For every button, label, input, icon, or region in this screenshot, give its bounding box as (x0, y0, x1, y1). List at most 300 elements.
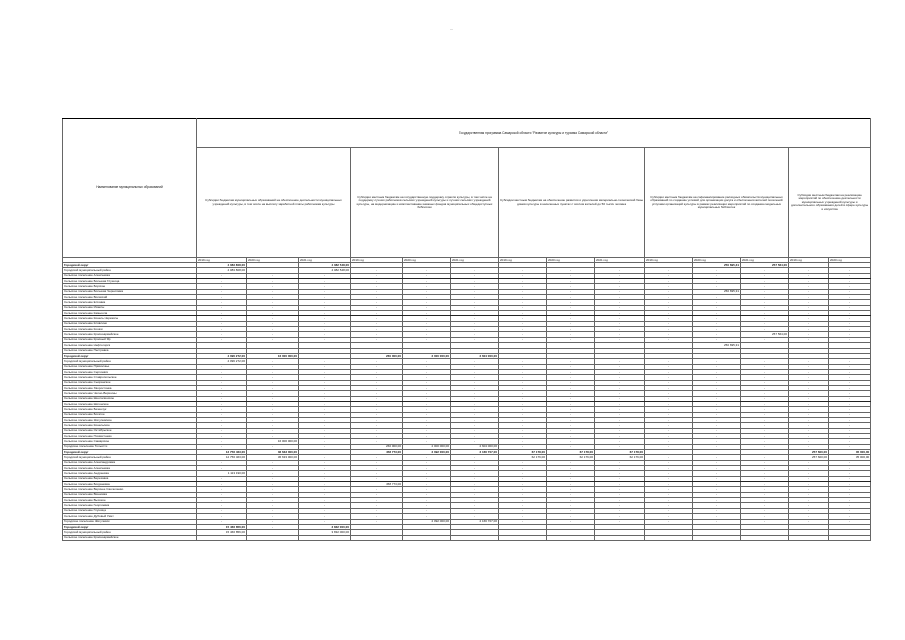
table-cell: - (595, 428, 645, 433)
table-cell: - (645, 514, 693, 519)
table-cell: - (547, 391, 595, 396)
table-cell: - (645, 466, 693, 471)
table-cell: - (741, 273, 789, 278)
table-cell: - (197, 498, 247, 503)
table-cell: - (547, 401, 595, 406)
table-cell: - (741, 460, 789, 465)
table-cell: - (451, 316, 499, 321)
table-cell: - (499, 321, 547, 326)
table-cell: - (451, 289, 499, 294)
row-label: Сельское поселение Верхнее Санчелеево (63, 487, 197, 492)
table-cell: - (741, 337, 789, 342)
table-cell: - (595, 385, 645, 390)
table-cell: - (499, 268, 547, 273)
table-cell: - (829, 434, 871, 439)
table-cell: - (693, 396, 741, 401)
table-cell: - (247, 295, 299, 300)
table-cell: - (499, 332, 547, 337)
table-cell: - (197, 311, 247, 316)
table-cell: - (741, 428, 789, 433)
table-cell: - (299, 455, 351, 460)
table-cell: - (247, 273, 299, 278)
table-cell: - (299, 369, 351, 374)
table-cell: - (403, 455, 451, 460)
table-cell: - (595, 519, 645, 524)
table-cell: - (829, 401, 871, 406)
table-cell: - (499, 364, 547, 369)
table-cell: - (547, 434, 595, 439)
table-cell: - (299, 375, 351, 380)
table-cell: 15 466 856,00 (197, 524, 247, 529)
table-cell: 257 564,00 (741, 332, 789, 337)
table-cell: - (451, 412, 499, 417)
table-cell: - (789, 417, 829, 422)
table-cell: 1 113 190,00 (197, 471, 247, 476)
table-cell: - (499, 300, 547, 305)
table-cell: - (197, 482, 247, 487)
table-cell: - (299, 444, 351, 449)
table-cell: - (197, 412, 247, 417)
table-cell: - (247, 417, 299, 422)
table-cell: - (789, 519, 829, 524)
table-cell: - (247, 423, 299, 428)
table-cell: - (499, 487, 547, 492)
table-body (63, 263, 871, 541)
table-cell: 250 695,31 (693, 263, 741, 268)
table-cell: - (451, 380, 499, 385)
table-cell: - (351, 380, 403, 385)
table-cell: 15 466 856,00 (197, 530, 247, 535)
table-cell: - (247, 337, 299, 342)
table-cell: - (829, 487, 871, 492)
table-cell: - (789, 423, 829, 428)
table-cell: 260 000,00 (351, 353, 403, 358)
table-cell: - (351, 295, 403, 300)
table-cell: - (741, 311, 789, 316)
table-cell: - (829, 471, 871, 476)
table-cell: - (499, 503, 547, 508)
table-cell: 257 564,00 (741, 263, 789, 268)
table-cell: - (451, 471, 499, 476)
table-cell (197, 535, 247, 540)
table-cell: - (499, 519, 547, 524)
row-label: Городской муниципальный район (63, 359, 197, 364)
table-cell: - (547, 498, 595, 503)
table-cell: - (789, 492, 829, 497)
table-cell: - (451, 300, 499, 305)
table-cell: - (547, 508, 595, 513)
table-cell: - (645, 503, 693, 508)
table-cell: - (247, 364, 299, 369)
row-label: Сельское поселение Богатое (63, 412, 197, 417)
table-cell (595, 535, 645, 540)
table-cell: - (645, 300, 693, 305)
table-cell: - (645, 482, 693, 487)
year-subheader: 2020 год (829, 258, 871, 263)
table-cell: - (197, 519, 247, 524)
table-cell: - (351, 316, 403, 321)
year-subheader: 2019 год (789, 258, 829, 263)
table-cell: - (645, 359, 693, 364)
table-cell: - (547, 305, 595, 310)
table-cell: - (499, 273, 547, 278)
table-cell: - (595, 359, 645, 364)
table-cell: - (403, 401, 451, 406)
table-cell: - (829, 391, 871, 396)
table-cell: - (789, 482, 829, 487)
table-cell: 4 082 548,00 (299, 263, 351, 268)
row-label: Городской округ (63, 524, 197, 529)
table-cell: - (499, 316, 547, 321)
table-cell: - (451, 492, 499, 497)
table-cell: - (451, 364, 499, 369)
table-cell: - (247, 321, 299, 326)
table-cell: - (351, 273, 403, 278)
table-cell: - (693, 311, 741, 316)
row-label: Сельское поселение Георгиевка (63, 503, 197, 508)
table-cell: - (829, 466, 871, 471)
table-cell: - (451, 423, 499, 428)
table-cell: - (693, 268, 741, 273)
table-cell: - (247, 503, 299, 508)
table-cell: 62 176,00 (499, 455, 547, 460)
table-cell: - (499, 476, 547, 481)
column-group-4-header: Субсидии местным бюджетам на софинансирование расходных обязательств муниципальных образований по созданию условий для организации досуга и обеспечения жителей поселений услугами организаций культуры в рамках реализации мероприятий по созданию модельных муниципальных библиотек (645, 148, 789, 258)
table-cell: - (595, 311, 645, 316)
table-cell: - (351, 337, 403, 342)
row-label: Сельское поселение Кошки (63, 327, 197, 332)
table-cell: - (499, 396, 547, 401)
row-label: Сельское поселение Красный Яр (63, 337, 197, 342)
table-cell: - (693, 428, 741, 433)
row-label: Сельское поселение Волжский (63, 295, 197, 300)
table-cell: - (403, 321, 451, 326)
table-cell: - (451, 466, 499, 471)
table-cell: - (741, 289, 789, 294)
table-cell: - (451, 455, 499, 460)
table-cell: - (403, 391, 451, 396)
row-label: Сельское поселение Исаклы (63, 305, 197, 310)
table-cell: - (351, 514, 403, 519)
table-cell: - (693, 391, 741, 396)
table-cell: - (693, 466, 741, 471)
table-cell: - (299, 401, 351, 406)
table-cell: - (829, 428, 871, 433)
table-cell: - (499, 492, 547, 497)
row-label: Городское поселение Жигулевск (63, 519, 197, 524)
table-cell: - (595, 514, 645, 519)
table-cell: - (645, 380, 693, 385)
table-cell: - (645, 412, 693, 417)
table-cell: 4 082 548,00 (299, 268, 351, 273)
table-cell: - (197, 439, 247, 444)
table-cell: - (197, 364, 247, 369)
table-cell: - (451, 284, 499, 289)
table-cell: - (829, 364, 871, 369)
table-cell: - (403, 268, 451, 273)
table-cell: - (247, 482, 299, 487)
table-cell: - (499, 508, 547, 513)
table-cell: - (247, 289, 299, 294)
table-cell: - (829, 514, 871, 519)
table-cell: - (299, 305, 351, 310)
table-cell: - (403, 337, 451, 342)
table-cell: - (741, 412, 789, 417)
table-cell: - (693, 492, 741, 497)
table-cell: - (595, 423, 645, 428)
table-cell: - (789, 289, 829, 294)
table-cell: - (789, 327, 829, 332)
table-cell: - (451, 337, 499, 342)
table-cell: - (789, 273, 829, 278)
table-cell: - (741, 268, 789, 273)
table-cell: - (741, 434, 789, 439)
table-cell: - (693, 412, 741, 417)
table-cell: - (693, 498, 741, 503)
table-cell: 67 178,00 (547, 450, 595, 455)
table-cell: - (299, 407, 351, 412)
table-cell: - (789, 316, 829, 321)
table-cell: - (403, 369, 451, 374)
table-cell: - (499, 375, 547, 380)
table-cell: - (197, 401, 247, 406)
table-cell: - (741, 407, 789, 412)
table-cell: - (499, 305, 547, 310)
table-cell: - (789, 311, 829, 316)
row-label: Сельское поселение Ставропольское (63, 375, 197, 380)
table-cell: - (247, 407, 299, 412)
program-group-header: Государственная программа Самарской области "Развитие культуры и туризма Самарской области" (197, 119, 871, 148)
table-cell: - (547, 289, 595, 294)
table-cell: - (693, 503, 741, 508)
table-cell: - (247, 391, 299, 396)
table-cell: - (451, 514, 499, 519)
row-label: Сельское поселение Красноармейское (63, 535, 197, 540)
table-cell: 2 604 000,00 (451, 353, 499, 358)
table-cell: - (547, 295, 595, 300)
table-cell: - (693, 385, 741, 390)
year-subheader: 2021 год (299, 258, 351, 263)
table-cell: - (645, 476, 693, 481)
year-subheader: 2020 год (547, 258, 595, 263)
table-cell: 36 633 000,00 (247, 455, 299, 460)
table-cell: - (595, 316, 645, 321)
table-cell: - (247, 487, 299, 492)
table-cell: - (595, 471, 645, 476)
table-cell: - (829, 385, 871, 390)
table-cell: - (645, 498, 693, 503)
table-cell: - (499, 337, 547, 342)
table-cell: - (451, 279, 499, 284)
table-cell: - (789, 332, 829, 337)
table-cell: - (547, 492, 595, 497)
table-cell: - (547, 359, 595, 364)
table-cell: - (741, 369, 789, 374)
table-cell: - (299, 295, 351, 300)
table-cell: - (645, 289, 693, 294)
table-cell: - (595, 327, 645, 332)
table-cell: - (247, 401, 299, 406)
row-label: Сельское поселение Андреевка (63, 471, 197, 476)
table-cell: - (351, 476, 403, 481)
table-cell: - (197, 503, 247, 508)
table-cell (499, 535, 547, 540)
table-cell (645, 535, 693, 540)
table-cell: - (351, 412, 403, 417)
table-cell: - (197, 428, 247, 433)
table-cell: 16 000 000,00 (247, 353, 299, 358)
table-cell: - (693, 316, 741, 321)
table-cell: - (299, 508, 351, 513)
table-cell: - (829, 396, 871, 401)
table-cell: - (197, 487, 247, 492)
table-cell: - (829, 423, 871, 428)
table-cell: - (299, 391, 351, 396)
table-cell: - (499, 428, 547, 433)
table-cell: - (829, 508, 871, 513)
table-cell: - (645, 327, 693, 332)
table-cell: - (693, 337, 741, 342)
table-cell: - (247, 492, 299, 497)
table-cell: - (547, 471, 595, 476)
table-cell: - (403, 284, 451, 289)
table-cell: - (351, 423, 403, 428)
table-cell: - (645, 508, 693, 513)
table-cell: - (741, 508, 789, 513)
row-label: Сельское поселение Винновка (63, 492, 197, 497)
table-cell: - (693, 401, 741, 406)
table-cell: - (693, 417, 741, 422)
table-cell: - (829, 380, 871, 385)
row-label: Городское поселение Тольятти (63, 444, 197, 449)
row-label: Сельское поселение Красноармейское (63, 332, 197, 337)
row-label: Городской муниципальный район (63, 268, 197, 273)
table-cell: - (693, 359, 741, 364)
table-cell: - (547, 311, 595, 316)
table-cell: - (741, 305, 789, 310)
table-cell: - (829, 327, 871, 332)
table-cell: - (299, 460, 351, 465)
table-cell: - (197, 476, 247, 481)
table-cell: - (403, 380, 451, 385)
table-cell: - (351, 401, 403, 406)
table-cell: - (403, 466, 451, 471)
table-cell: - (247, 434, 299, 439)
table-cell: - (299, 289, 351, 294)
table-cell: - (645, 391, 693, 396)
table-cell: - (247, 375, 299, 380)
table-cell: - (499, 401, 547, 406)
table-cell: - (351, 396, 403, 401)
table-cell: 2 000 000,00 (403, 444, 451, 449)
row-label: Сельское поселение Похвистнево (63, 434, 197, 439)
table-cell: - (789, 380, 829, 385)
row-label: Сельское поселение Елховка (63, 300, 197, 305)
table-cell: - (829, 476, 871, 481)
table-cell: - (197, 369, 247, 374)
table-cell: - (451, 482, 499, 487)
table-cell: - (299, 311, 351, 316)
table-cell: - (247, 466, 299, 471)
table-cell: - (829, 417, 871, 422)
table-cell: - (351, 466, 403, 471)
table-cell: - (403, 482, 451, 487)
table-cell: - (789, 364, 829, 369)
table-cell: - (645, 487, 693, 492)
row-label: Сельское поселение Высокое (63, 498, 197, 503)
table-cell: - (247, 311, 299, 316)
table-cell: - (595, 300, 645, 305)
table-cell: - (299, 337, 351, 342)
table-cell: 12 756 463,00 (197, 455, 247, 460)
table-cell: - (645, 417, 693, 422)
table-cell: - (451, 508, 499, 513)
table-cell (247, 535, 299, 540)
table-cell: - (499, 417, 547, 422)
table-cell: - (247, 428, 299, 433)
table-cell: - (547, 444, 595, 449)
table-cell: - (247, 476, 299, 481)
table-cell: - (403, 359, 451, 364)
table-cell: - (829, 492, 871, 497)
table-cell: - (299, 503, 351, 508)
table-cell: - (499, 327, 547, 332)
table-cell: - (789, 407, 829, 412)
table-cell: - (499, 439, 547, 444)
row-label: Сельское поселение Алексеевка (63, 466, 197, 471)
table-cell: - (829, 311, 871, 316)
table-cell: - (403, 412, 451, 417)
table-cell: - (403, 423, 451, 428)
table-cell: - (299, 492, 351, 497)
table-cell: - (351, 300, 403, 305)
table-cell: - (595, 295, 645, 300)
table-cell: - (595, 364, 645, 369)
table-cell: - (197, 337, 247, 342)
table-cell: - (595, 279, 645, 284)
row-label: Сельское поселение Челно-Вершины (63, 391, 197, 396)
table-cell: - (547, 514, 595, 519)
table-cell: - (789, 369, 829, 374)
table-cell: - (451, 305, 499, 310)
table-cell: - (451, 428, 499, 433)
table-cell: - (451, 332, 499, 337)
table-cell: - (247, 359, 299, 364)
table-cell: - (645, 519, 693, 524)
table-cell: - (499, 369, 547, 374)
table-cell: - (351, 428, 403, 433)
table-cell: - (789, 412, 829, 417)
table-cell: - (299, 300, 351, 305)
table-cell: - (403, 428, 451, 433)
table-cell: - (693, 375, 741, 380)
table-cell: - (547, 385, 595, 390)
table-cell: - (595, 289, 645, 294)
table-cell: - (595, 444, 645, 449)
table-cell: - (403, 476, 451, 481)
table-cell: - (547, 439, 595, 444)
table-cell: - (351, 508, 403, 513)
table-cell: - (789, 514, 829, 519)
table-cell: - (741, 300, 789, 305)
table-cell: - (299, 359, 351, 364)
table-cell: - (197, 273, 247, 278)
table-cell: - (299, 466, 351, 471)
table-cell: - (197, 391, 247, 396)
table-cell: - (451, 268, 499, 273)
table-cell: - (351, 519, 403, 524)
table-cell: - (247, 279, 299, 284)
